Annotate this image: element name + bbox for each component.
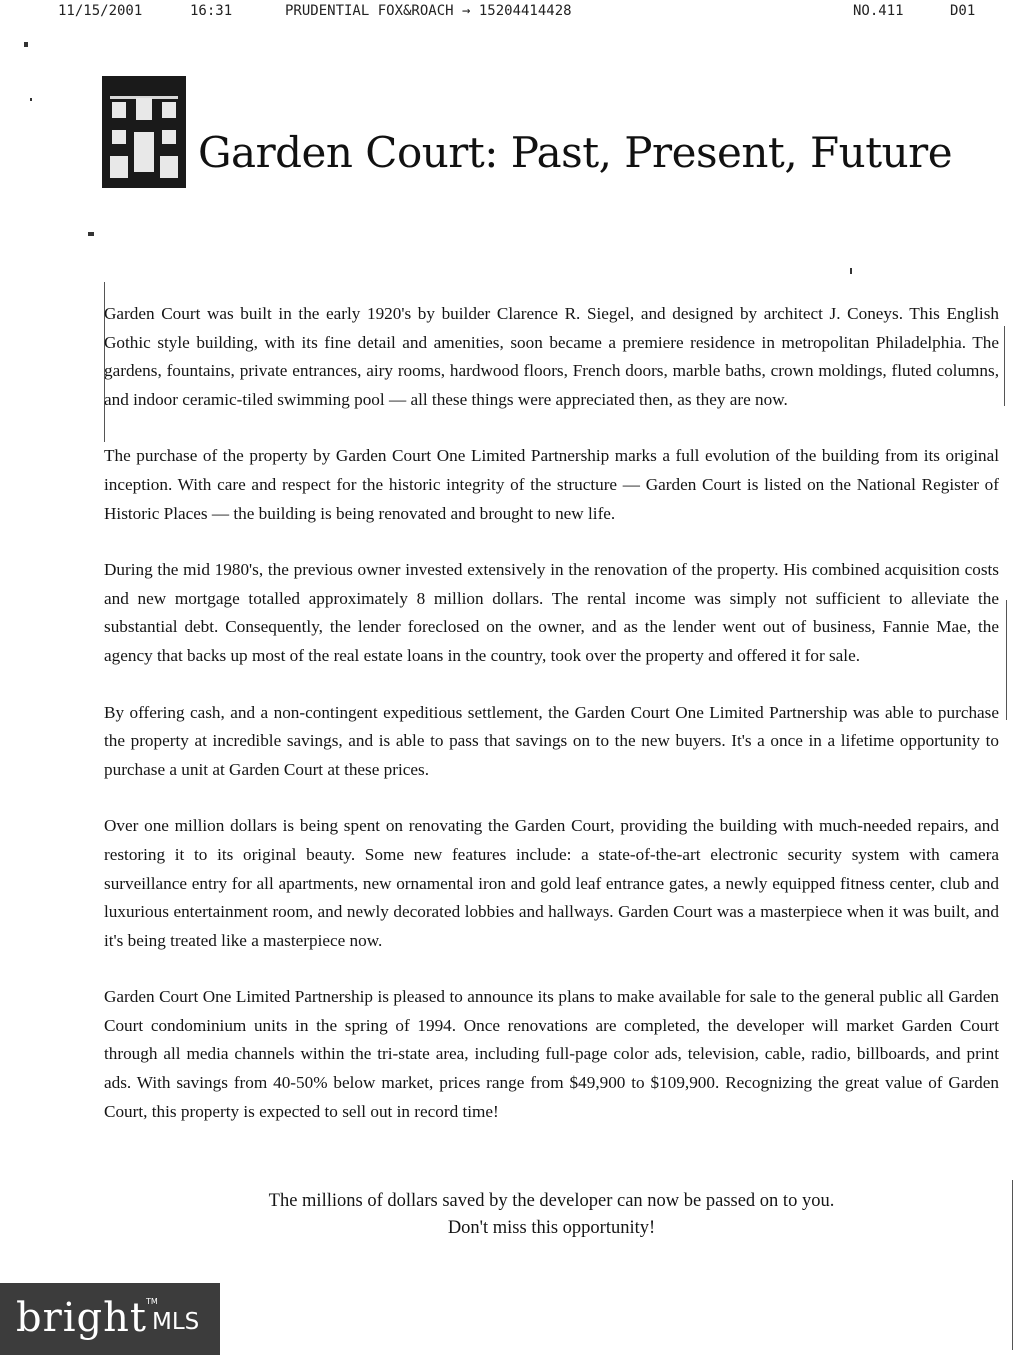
closing-line: Don't miss this opportunity! xyxy=(447,1218,656,1238)
fax-header xyxy=(0,0,1024,24)
paragraph: By offering cash, and a non-contingent expeditious settlement, the Garden Court One Limited Partnership was able to purchase the property at incredible savings, and is able to pass that savings on to the new buyers. It's a once in a lifetime opportunity to purchase a unit at Garden Court at these prices. xyxy=(104,702,999,779)
paragraph: Garden Court was built in the early 1920's by builder Clarence R. Siegel, and designed by architect J. Coneys. This English Gothic style building, with its fine detail and amenities, soon became a premiere residence in metropolitan Philadelphia. The gardens, fountains, private entrances, airy rooms, hardwood floors, French doors, marble baths, crown moldings, fluted columns, and indoor ceramic-tiled swimming pool — all these things were appreciated then, as they are now. xyxy=(104,304,999,409)
fax-sender: PRUDENTIAL FOX&ROACH → 15204414428 xyxy=(285,3,572,19)
page-title: Garden Court: Past, Present, Future xyxy=(198,128,953,177)
watermark-tm: TM xyxy=(146,1297,158,1306)
paragraph: During the mid 1980's, the previous owner invested extensively in the renovation of the property. His combined acquisition costs and new mortgage totalled approximately 8 million dollars. The rental income was simply not sufficient to alleviate the substantial debt. Consequently, the lender foreclosed on the owner, and as the lender went out of business, Fannie Mae, the agency that backs up most of the real estate loans in the country, took over the property and offered it for sale. xyxy=(104,560,999,665)
article-body xyxy=(104,300,999,1154)
fax-number: NO.411 xyxy=(853,3,904,19)
scan-line xyxy=(1012,1180,1013,1350)
scan-line xyxy=(1004,326,1005,406)
scan-speck xyxy=(88,232,94,236)
scan-line xyxy=(1006,600,1007,720)
scan-speck xyxy=(30,98,32,101)
scan-speck xyxy=(24,42,28,47)
fax-date: 11/15/2001 xyxy=(58,3,143,19)
closing-line: The millions of dollars saved by the developer can now be passed on to you. xyxy=(268,1191,835,1211)
fax-time: 16:31 xyxy=(190,3,233,19)
watermark-brand: bright xyxy=(16,1295,147,1341)
paragraph: Garden Court One Limited Partnership is pleased to announce its plans to make available for sale to the general public all Garden Court condominium units in the spring of 1994. Once renovations are completed, the developer will market Garden Court through all media channels within the tri-state area, including full-page color ads, television, cable, radio, billboards, and print ads. With savings from 40-50% below market, prices range from $49,900 to $109,900. Recognizing the great value of Garden Court, this property is expected to sell out in record time! xyxy=(104,987,999,1121)
bright-mls-watermark xyxy=(0,1283,220,1355)
paragraph: Over one million dollars is being spent on renovating the Garden Court, providing the building with much-needed repairs, and restoring it to its original beauty. Some new features include: a state-of-the-art electronic security system with camera surveillance entry for all apartments, new ornamental iron and gold leaf entrance gates, a newly equipped fitness center, club and luxurious entertainment room, and newly decorated lobbies and hallways. Garden Court was a masterpiece when it was built, and it's being treated like a masterpiece now. xyxy=(104,816,999,950)
building-icon xyxy=(102,76,186,188)
scan-speck xyxy=(850,268,852,274)
fax-page: D01 xyxy=(950,3,976,19)
watermark-suffix: MLS xyxy=(152,1309,200,1335)
closing-statement xyxy=(104,1188,999,1242)
paragraph: The purchase of the property by Garden Court One Limited Partnership marks a full evolution of the building from its original inception. With care and respect for the historic integrity of the structure — Garden Court is listed on the National Register of Historic Places — the building is being renovated and brought to new life. xyxy=(104,446,999,523)
